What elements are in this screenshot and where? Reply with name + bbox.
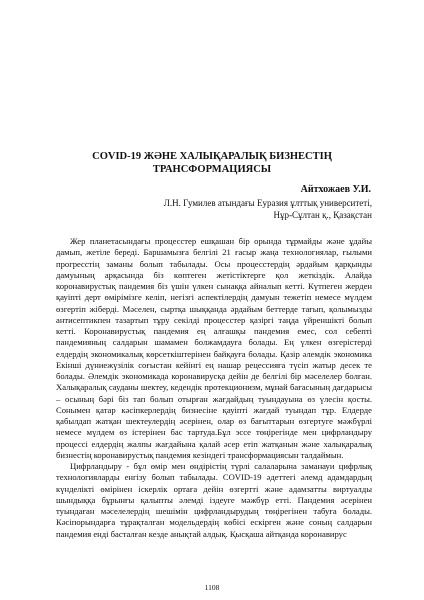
body-paragraph-1: Жер планетасындағы процесстер ешқашан бір орында тұрмайды және ұдайы дамып, жетіле береді. Баршамызға белгілі 21 ғасыр жаңа технологиялар, ғылыми прогресстің заманы болып табылады. Осы процесстердің әрдайым қарқынды дамуының арқасында біз көптеген жетістіктерге қол жеткіздік. Алайда коронавирустық пандемия біз үшін үлкен сынаққа айналып кетті. Күтпеген жерден қауіпті дерт өмірімізге келіп, негізгі аспектілердің дамуын тежетіп немесе мүлдем өзгертіп жіберді. Мәселен, сыртқа шыққанда әрдайым беттерде тағып, қолымызды антисептикпен тазартып тұру секілді процесстер қазіргі таңда үйреншікті болып кетті. Коронавирустық пандемия ең алғашқы пандемия емес, сол себепті пандемияның салдарын шамамен болжамдауға болады. Ең үлкен өзгерістерді елдердің экономикалық көрсеткіштерінен байқауға болады. Қазір әлемдік экономика Екінші дүниежүзілік соғыстан кейінгі ең нашар рецессияға түсіп жатыр десек те болады. Әлемдік экономикада коронавирусқа дейін де белгілі бір мәселелер болған. Халықаралық сауданы шектеу, кедендік протекционизм, мұнай бағасының дағдарысы – осының бәрі біз тап болып отырған жағдайдың туындауына өз үлесін қосты. Сонымен қатар кәсіпкерлердің бизнесіне қауіпті жағдай туындап тұр. Елдерде қабылдап жатқан шектеулердің әсерінен, олар өз бағыттарын өзгертуге мәжбүрлі немесе мүлдем өз істерінен бас тартуда.Бұл эссе төңірегінде мен цифрландыру процессі елдердің жалпы жағдайына қалай әсер етіп жатқанын және халықаралық бизнестің коронавирустық пандемия кезіндегі трансформациясын талдаймын. — [56, 236, 372, 460]
article-title — [40, 150, 384, 176]
author-name: Айтхожаев У.И. — [300, 184, 371, 195]
page-number: 1108 — [204, 583, 220, 592]
affiliation-line-1: Л.Н. Гумилев атындағы Еуразия ұлттық университеті, — [163, 198, 372, 208]
title-line-2: ТРАНСФОРМАЦИЯСЫ — [152, 164, 272, 175]
body-paragraph-2: Цифрландыру - бұл өмір мен өндірістің түрлі салаларына заманауи цифрлық технологияларды енгізу болып табылады. COVID-19 әдеттегі әлемд адамдардың күнделікті өмірінен іскерлік ортаға дейін өзгертті және адамзатты виртуалды шындыққа бұрынғы қалыпты әлемді іздеуге мәжбүр етті. Пандемия әсерінен туындаған мәселелердің шешімін цифрландырудың төңірегінен табуға болады. Кәсіпорындарға тұрақталған модельдердің көбісі ескірген және соның салдарын пандемия енді басталған кезде анықтай алдық. Қысқаша айтқанда коронавирус — [56, 461, 372, 539]
article-body — [56, 236, 372, 540]
affiliation-line-2: Нұр-Сұлтан қ., Қазақстан — [273, 210, 372, 220]
title-line-1: COVID-19 ЖӘНЕ ХАЛЫҚАРАЛЫҚ БИЗНЕСТІҢ — [92, 151, 332, 162]
author-affiliation — [120, 197, 372, 221]
